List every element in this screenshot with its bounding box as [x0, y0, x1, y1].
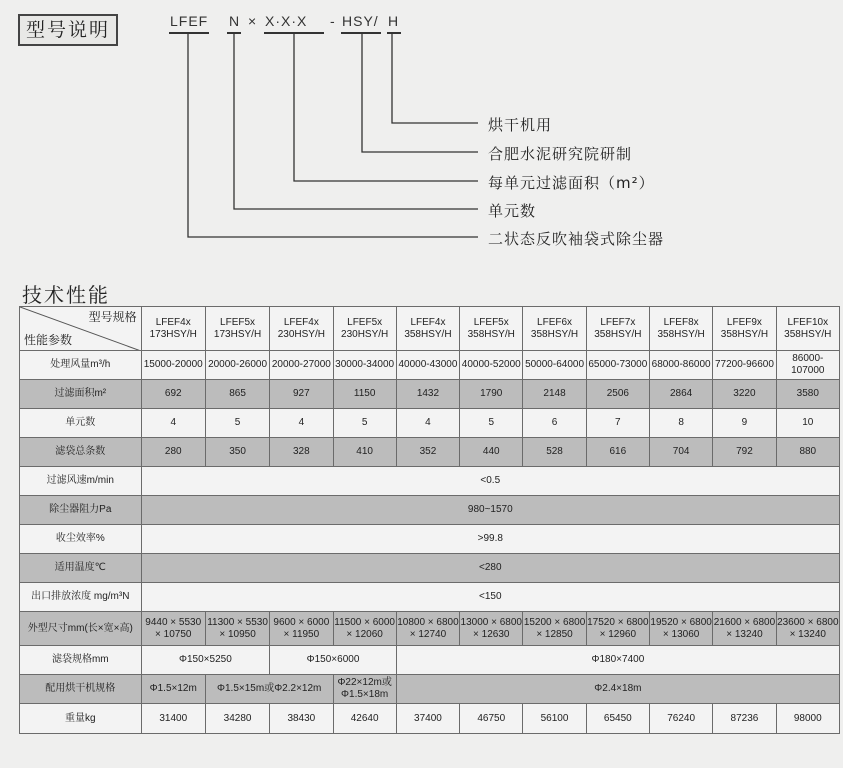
table-cell: 4	[141, 409, 205, 438]
legend-connector-lines	[0, 0, 843, 260]
row-label: 处理风量m³/h	[20, 351, 142, 380]
table-cell: 616	[586, 438, 649, 467]
table-cell: 2506	[586, 380, 649, 409]
table-cell: 50000-64000	[523, 351, 586, 380]
row-label: 除尘器阻力Pa	[20, 496, 142, 525]
table-cell-merged: Φ1.5×15m或Φ2.2×12m	[205, 675, 333, 704]
row-bags	[20, 438, 840, 467]
table-cell: 30000-34000	[333, 351, 396, 380]
model-header: LFEF6x 358HSY/H	[523, 307, 586, 351]
table-cell: 46750	[460, 704, 523, 734]
table-cell: 17520 × 6800 × 12960	[586, 612, 649, 646]
table-cell: 5	[333, 409, 396, 438]
corner-label-param: 性能参数	[24, 333, 73, 347]
code-hsy: HSY/	[342, 13, 379, 29]
table-cell: 20000-27000	[270, 351, 333, 380]
table-cell: 692	[141, 380, 205, 409]
table-cell: 927	[270, 380, 333, 409]
table-cell: 15000-20000	[141, 351, 205, 380]
table-header-row	[20, 307, 840, 351]
table-cell: 19520 × 6800 × 13060	[649, 612, 712, 646]
row-label: 外型尺寸mm(长×宽×高)	[20, 612, 142, 646]
table-cell: 68000-86000	[649, 351, 712, 380]
code-n: N	[229, 13, 241, 29]
table-cell: 4	[396, 409, 459, 438]
legend-developer: 合肥水泥研究院研制	[488, 145, 633, 163]
table-cell: 6	[523, 409, 586, 438]
table-cell: 20000-26000	[205, 351, 269, 380]
code-xxx: X·X·X	[265, 13, 308, 29]
row-filter-velocity	[20, 467, 840, 496]
code-times: ×	[248, 13, 258, 29]
corner-label-model: 型号规格	[88, 310, 137, 324]
model-header: LFEF5x 230HSY/H	[333, 307, 396, 351]
table-cell: Φ22×12m或 Φ1.5×18m	[333, 675, 396, 704]
model-header: LFEF7x 358HSY/H	[586, 307, 649, 351]
table-cell: 65000-73000	[586, 351, 649, 380]
table-cell: 86000-107000	[776, 351, 839, 380]
table-cell-merged: <0.5	[141, 467, 839, 496]
model-header: LFEF8x 358HSY/H	[649, 307, 712, 351]
table-cell-merged: Φ150×5250	[141, 646, 270, 675]
row-label: 配用烘干机规格	[20, 675, 142, 704]
model-header: LFEF10x 358HSY/H	[776, 307, 839, 351]
code-prefix: LFEF	[170, 13, 209, 29]
table-corner	[20, 307, 142, 351]
table-cell: 13000 × 6800 × 12630	[460, 612, 523, 646]
table-cell: 10800 × 6800 × 12740	[396, 612, 459, 646]
legend-unit-count: 单元数	[488, 202, 537, 220]
row-label: 滤袋规格mm	[20, 646, 142, 675]
row-label: 收尘效率%	[20, 525, 142, 554]
table-cell: 65450	[586, 704, 649, 734]
model-header: LFEF9x 358HSY/H	[713, 307, 776, 351]
table-cell: 792	[713, 438, 776, 467]
code-h: H	[388, 13, 400, 29]
code-dash: -	[330, 13, 336, 29]
table-cell: 34280	[205, 704, 269, 734]
table-cell-merged: <280	[141, 554, 839, 583]
table-cell: 280	[141, 438, 205, 467]
model-header: LFEF5x 173HSY/H	[205, 307, 269, 351]
table-cell: Φ1.5×12m	[141, 675, 205, 704]
table-cell: 76240	[649, 704, 712, 734]
table-cell: 5	[205, 409, 269, 438]
table-cell: 9600 × 6000 × 11950	[270, 612, 333, 646]
table-cell: 37400	[396, 704, 459, 734]
row-weight	[20, 704, 840, 734]
table-cell: 704	[649, 438, 712, 467]
section-title-tech: 技术性能	[22, 283, 110, 307]
table-cell: 40000-52000	[460, 351, 523, 380]
row-label: 过滤风速m/min	[20, 467, 142, 496]
table-cell: 1790	[460, 380, 523, 409]
table-cell: 42640	[333, 704, 396, 734]
row-dryer-spec	[20, 675, 840, 704]
table-cell: 410	[333, 438, 396, 467]
table-cell-merged: >99.8	[141, 525, 839, 554]
row-label: 出口排放浓度 mg/m³N	[20, 583, 142, 612]
model-header: LFEF4x 230HSY/H	[270, 307, 333, 351]
table-cell: 98000	[776, 704, 839, 734]
model-header: LFEF5x 358HSY/H	[460, 307, 523, 351]
table-cell: 1150	[333, 380, 396, 409]
table-cell-merged: Φ150×6000	[270, 646, 397, 675]
table-cell: 77200-96600	[713, 351, 776, 380]
table-cell: 880	[776, 438, 839, 467]
table-cell: 528	[523, 438, 586, 467]
table-cell: 3580	[776, 380, 839, 409]
table-cell: 15200 × 6800 × 12850	[523, 612, 586, 646]
table-cell-merged: <150	[141, 583, 839, 612]
row-label: 滤袋总条数	[20, 438, 142, 467]
section-title-model: 型号说明	[18, 14, 118, 46]
table-cell: 2148	[523, 380, 586, 409]
table-cell-merged: Φ180×7400	[396, 646, 839, 675]
table-cell: 21600 × 6800 × 13240	[713, 612, 776, 646]
table-cell: 8	[649, 409, 712, 438]
table-cell: 7	[586, 409, 649, 438]
table-cell: 23600 × 6800 × 13240	[776, 612, 839, 646]
legend-collector-type: 二状态反吹袖袋式除尘器	[488, 230, 665, 248]
table-cell: 1432	[396, 380, 459, 409]
model-header: LFEF4x 358HSY/H	[396, 307, 459, 351]
table-cell: 9440 × 5530 × 10750	[141, 612, 205, 646]
row-airflow	[20, 351, 840, 380]
legend-dryer-use: 烘干机用	[488, 116, 553, 134]
table-cell: 87236	[713, 704, 776, 734]
table-cell: 11500 × 6000 × 12060	[333, 612, 396, 646]
row-label: 单元数	[20, 409, 142, 438]
row-efficiency	[20, 525, 840, 554]
table-cell: 328	[270, 438, 333, 467]
table-cell: 350	[205, 438, 269, 467]
table-cell-merged: 980~1570	[141, 496, 839, 525]
legend-unit-area: 每单元过滤面积（m²）	[488, 174, 655, 192]
row-units	[20, 409, 840, 438]
row-dimensions	[20, 612, 840, 646]
row-temperature	[20, 554, 840, 583]
row-emission	[20, 583, 840, 612]
table-cell: 40000-43000	[396, 351, 459, 380]
table-cell: 352	[396, 438, 459, 467]
row-bag-spec	[20, 646, 840, 675]
table-cell: 38430	[270, 704, 333, 734]
table-cell: 9	[713, 409, 776, 438]
table-cell: 31400	[141, 704, 205, 734]
row-resistance	[20, 496, 840, 525]
row-filter-area	[20, 380, 840, 409]
table-cell: 5	[460, 409, 523, 438]
table-cell: 56100	[523, 704, 586, 734]
table-cell: 4	[270, 409, 333, 438]
table-cell: 11300 × 5530 × 10950	[205, 612, 269, 646]
table-cell: 3220	[713, 380, 776, 409]
table-cell: 2864	[649, 380, 712, 409]
table-cell-merged: Φ2.4×18m	[396, 675, 839, 704]
table-cell: 865	[205, 380, 269, 409]
table-cell: 10	[776, 409, 839, 438]
spec-table	[19, 306, 840, 734]
row-label: 过滤面积m²	[20, 380, 142, 409]
row-label: 重量kg	[20, 704, 142, 734]
table-cell: 440	[460, 438, 523, 467]
model-header: LFEF4x 173HSY/H	[141, 307, 205, 351]
row-label: 适用温度℃	[20, 554, 142, 583]
